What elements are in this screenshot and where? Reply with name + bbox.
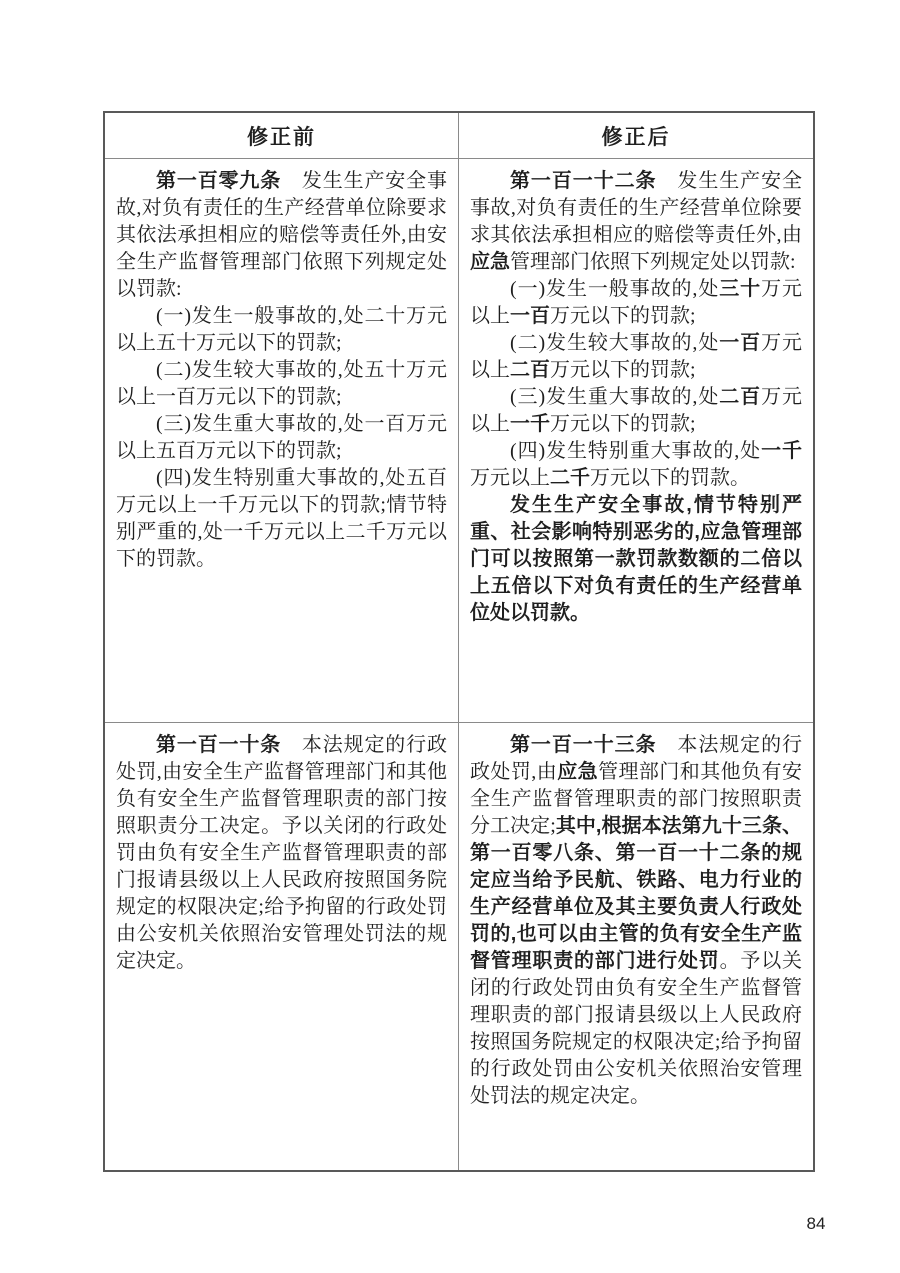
text-run: 万元以下的罚款; [550, 359, 696, 381]
table-cell-after [459, 159, 813, 722]
emph-run: 二百 [510, 359, 550, 381]
text-run: (二)发生较大事故的,处五十万元以上一百万元以下的罚款; [116, 359, 447, 408]
text-run: (一)发生一般事故的,处 [510, 278, 720, 300]
text-run: 万元以下的罚款; [550, 305, 696, 327]
emph-run: 三十 [719, 278, 762, 300]
emph-run: 一百 [510, 305, 550, 327]
paragraph [116, 732, 447, 975]
emph-run: 一百 [719, 332, 762, 354]
article-run: 第一百一十条 [156, 734, 282, 756]
paragraph [470, 384, 802, 438]
page-number: 84 [806, 1214, 826, 1233]
text-run: 万元以上 [470, 332, 803, 381]
emph-run: 其中,根据本法第九十三条、第一百零八条、第一百一十二条的规定应当给予民航、铁路、电力行业的生产经营单位及其主要负责人行政处罚的,也可以由主管的负有安全生产监督管理职责的部门进行处罚 [470, 815, 802, 972]
paragraph [470, 492, 802, 627]
emph-run: 一千 [510, 413, 550, 435]
text-run: (四)发生特别重大事故的,处五百万元以上一千万元以下的罚款;情节特别严重的,处一千万元以上二千万元以下的罚款。 [116, 467, 447, 570]
emph-run: 应急 [557, 761, 599, 783]
amendment-comparison-table [103, 111, 815, 1172]
text-run: 万元以上 [470, 278, 803, 327]
column-header-after: 修正后 [601, 124, 671, 149]
text-run: 管理部门和其他负有安全生产监督管理职责的部门按照职责分工决定; [470, 761, 802, 837]
text-run: (四)发生特别重大事故的,处 [510, 440, 762, 462]
text-run: (三)发生重大事故的,处一百万元以上五百万元以下的罚款; [116, 413, 447, 462]
text-run: (一)发生一般事故的,处二十万元以上五十万元以下的罚款; [116, 305, 447, 354]
text-run: 本法规定的行政处罚,由安全生产监督管理部门和其他负有安全生产监督管理职责的部门按照职责分工决定。予以关闭的行政处罚由负有安全生产监督管理职责的部门报请县级以上人民政府按照国务院规定的权限决定;给予拘留的行政处罚由公安机关依照治安管理处罚法的规定决定。 [116, 734, 448, 972]
text-run: 万元以上 [470, 386, 803, 435]
text-run: (二)发生较大事故的,处 [510, 332, 720, 354]
table-body [105, 159, 813, 1170]
table-row [105, 159, 813, 722]
paragraph [116, 168, 447, 303]
paragraph [116, 357, 447, 411]
text-run: 。予以关闭的行政处罚由负有安全生产监督管理职责的部门报请县级以上人民政府按照国务院规定的权限决定;给予拘留的行政处罚由公安机关依照治安管理处罚法的规定决定。 [470, 950, 803, 1107]
article-run: 第一百一十三条 [510, 734, 657, 756]
emph-run: 二百 [719, 386, 762, 408]
article-run: 第一百一十二条 [510, 170, 657, 192]
text-run: 管理部门依照下列规定处以罚款: [510, 251, 796, 273]
paragraph [470, 168, 802, 276]
paragraph [470, 732, 802, 1110]
column-header-before: 修正前 [105, 113, 459, 158]
emph-run: 一千 [761, 440, 803, 462]
text-run: 发生生产安全事故,对负有责任的生产经营单位除要求其依法承担相应的赔偿等责任外,由安全生产监督管理部门依照下列规定处以罚款: [116, 170, 448, 300]
text-run: 发生生产安全事故,对负有责任的生产经营单位除要求其依法承担相应的赔偿等责任外,由 [470, 170, 803, 246]
emph-run: 二千 [550, 467, 590, 489]
article-run: 第一百零九条 [156, 170, 282, 192]
emph-run: 应急 [470, 251, 510, 273]
text-run: 本法规定的行政处罚,由 [470, 734, 803, 783]
paragraph [470, 276, 802, 330]
table-row [105, 722, 813, 1170]
paragraph [116, 465, 447, 573]
text-run: 万元以下的罚款; [550, 413, 696, 435]
paragraph [470, 438, 802, 492]
table-cell-before [105, 159, 459, 722]
table-cell-after [459, 723, 813, 1170]
paragraph [116, 303, 447, 357]
paragraph [470, 330, 802, 384]
text-run: (三)发生重大事故的,处 [510, 386, 720, 408]
text-run: 万元以上 [470, 467, 550, 489]
table-header-row [105, 113, 813, 159]
table-cell-before [105, 723, 459, 1170]
text-run: 万元以下的罚款。 [590, 467, 750, 489]
paragraph [116, 411, 447, 465]
emph-run: 发生生产安全事故,情节特别严重、社会影响特别恶劣的,应急管理部门可以按照第一款罚款数额的二倍以上五倍以下对负有责任的生产经营单位处以罚款。 [470, 494, 802, 624]
